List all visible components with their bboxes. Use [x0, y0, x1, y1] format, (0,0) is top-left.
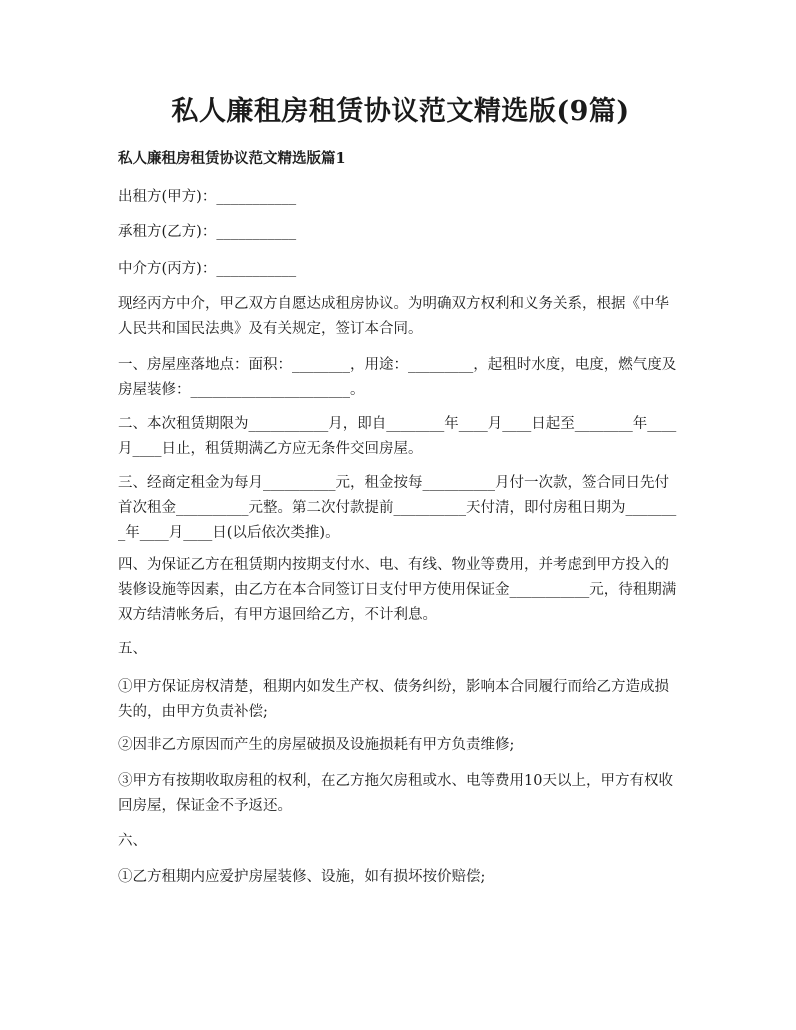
clause-3: 三、经商定租金为每月__________元，租金按每__________月付一次款，签合同日先付首次租金__________元整。第二次付款提前__________天付清，即付房租日期为________年____月____日(以后依次类推)。 [118, 475, 677, 541]
clause-5-item-3: ③甲方有按期收取房租的权利，在乙方拖欠房租或水、电等费用10天以上，甲方有权收回房屋，保证金不予返还。 [118, 773, 673, 814]
clause-5-item-2: ②因非乙方原因而产生的房屋破损及设施损耗有甲方负责维修; [118, 737, 515, 753]
clause-4: 四、为保证乙方在租赁期内按期支付水、电、有线、物业等费用，并考虑到甲方投入的装修设施等因素，由乙方在本合同签订日支付甲方使用保证金___________元，待租期满双方结清帐务后，有甲方退回给乙方，不计利息。 [118, 557, 677, 623]
clause-6-item-1: ①乙方租期内应爱护房屋装修、设施，如有损坏按价赔偿; [118, 869, 486, 885]
section-subtitle: 私人廉租房租赁协议范文精选版篇1 [118, 150, 346, 167]
intro-paragraph: 现经丙方中介，甲乙双方自愿达成租房协议。为明确双方权利和义务关系，根据《中华人民共和国民法典》及有关规定，签订本合同。 [118, 296, 669, 337]
document-title: 私人廉租房租赁协议范文精选版(9篇) [171, 96, 630, 127]
lessor-line: 出租方(甲方)：___________ [118, 189, 297, 205]
lessee-line: 承租方(乙方)：___________ [118, 224, 297, 240]
clause-6-heading: 六、 [118, 833, 147, 849]
agent-line: 中介方(丙方)：___________ [118, 261, 297, 277]
clause-1: 一、房屋座落地点：面积：________，用途：_________，起租时水度，电度，燃气度及房屋装修：______________________。 [118, 357, 677, 398]
clause-5-heading: 五、 [118, 641, 147, 657]
clause-5-item-1: ①甲方保证房权清楚，租期内如发生产权、债务纠纷，影响本合同履行而给乙方造成损失的，由甲方负责补偿; [118, 679, 669, 720]
clause-2: 二、本次租赁期限为___________月，即自________年____月____日起至________年____月____日止，租赁期满乙方应无条件交回房屋。 [118, 416, 677, 457]
